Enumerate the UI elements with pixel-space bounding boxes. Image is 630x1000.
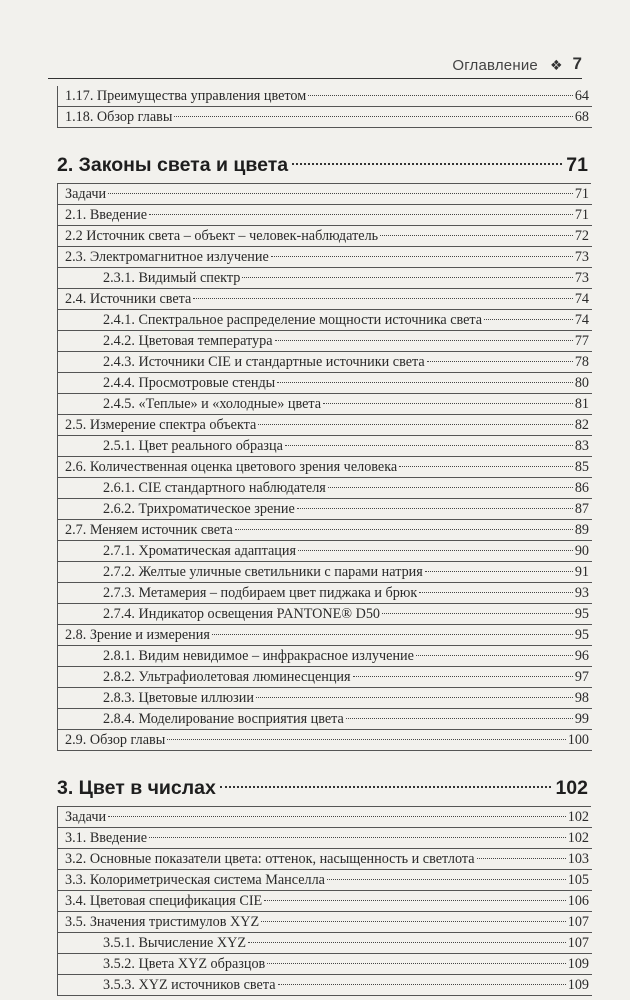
toc-entry[interactable] — [58, 933, 592, 954]
toc-entry[interactable] — [58, 849, 592, 870]
dot-leader — [108, 193, 573, 194]
toc-entry-label: 2.7.1. Хроматическая адаптация — [103, 543, 296, 559]
dot-leader — [425, 571, 573, 572]
chapter-title: 3. Цвет в числах — [57, 777, 216, 799]
toc-entry[interactable] — [58, 975, 592, 996]
toc-entry-page: 96 — [574, 648, 589, 664]
toc-entry[interactable] — [58, 310, 592, 331]
dot-leader — [275, 340, 573, 341]
toc-chapter — [57, 773, 592, 996]
toc-entry-page: 86 — [574, 480, 589, 496]
dot-leader — [261, 921, 566, 922]
toc-entry[interactable] — [58, 520, 592, 541]
chapter-heading[interactable] — [57, 773, 591, 807]
toc-entry-label: 2.7.3. Метамерия – подбираем цвет пиджака и брюк — [103, 585, 418, 601]
toc-entry-page: 109 — [567, 956, 589, 972]
toc-entry-page: 102 — [567, 830, 589, 846]
toc-entry-label: 3.2. Основные показатели цвета: оттенок, насыщенность и светлота — [65, 851, 475, 867]
toc-entry[interactable] — [58, 415, 592, 436]
toc-entry-label: 2.7.2. Желтые уличные светильники с парами натрия — [103, 564, 423, 580]
toc-entry[interactable] — [58, 891, 592, 912]
dot-leader — [264, 900, 566, 901]
toc-entry[interactable] — [58, 436, 592, 457]
toc-entry[interactable] — [58, 184, 592, 205]
dot-leader — [327, 879, 566, 880]
toc-entry-label: 2.1. Введение — [65, 207, 148, 223]
toc-entry[interactable] — [58, 86, 592, 107]
dot-leader — [220, 786, 552, 788]
toc-entry-label: 1.18. Обзор главы — [65, 109, 173, 125]
toc-entry-label: 2.4.2. Цветовая температура — [103, 333, 273, 349]
dot-leader — [149, 214, 573, 215]
toc-entry[interactable] — [58, 646, 592, 667]
dot-leader — [380, 235, 573, 236]
toc-entry-label: 1.17. Преимущества управления цветом — [65, 88, 307, 104]
toc-entry[interactable] — [58, 394, 592, 415]
page-number: 7 — [572, 54, 582, 73]
toc-entry[interactable] — [58, 226, 592, 247]
toc-entry[interactable] — [58, 352, 592, 373]
toc-entry-label: 2.4.5. «Теплые» и «холодные» цвета — [103, 396, 322, 412]
dot-leader — [271, 256, 573, 257]
toc-entry[interactable] — [58, 541, 592, 562]
toc-entry-page: 102 — [567, 809, 589, 825]
toc-entry-page: 80 — [574, 375, 589, 391]
toc-entry-label: 2.5.1. Цвет реального образца — [103, 438, 283, 454]
header-rule — [48, 78, 582, 79]
toc-entry-page: 103 — [567, 851, 589, 867]
ornament-icon: ❖ — [549, 57, 563, 73]
toc-entry-page: 85 — [574, 459, 589, 475]
dot-leader — [416, 655, 573, 656]
toc-entry-label: 2.6.1. CIE стандартного наблюдателя — [103, 480, 326, 496]
toc-entry-label: 2.4.1. Спектральное распределение мощности источника света — [103, 312, 483, 328]
dot-leader — [242, 277, 572, 278]
chapter-page: 102 — [555, 777, 588, 799]
dot-leader — [308, 95, 573, 96]
toc-entry-label: 2.8.1. Видим невидимое – инфракрасное излучение — [103, 648, 414, 664]
toc-entry[interactable] — [58, 457, 592, 478]
dot-leader — [258, 424, 572, 425]
toc-entry-page: 97 — [574, 669, 589, 685]
toc-entry[interactable] — [58, 478, 592, 499]
toc-entry[interactable] — [58, 667, 592, 688]
toc-entry[interactable] — [58, 730, 592, 751]
toc-entry[interactable] — [58, 107, 592, 128]
table-of-contents — [57, 86, 592, 996]
toc-entry-page: 107 — [567, 935, 589, 951]
dot-leader — [108, 816, 566, 817]
toc-entry-label: 3.4. Цветовая спецификация CIE — [65, 893, 263, 909]
chapter-heading[interactable] — [57, 150, 591, 184]
dot-leader — [212, 634, 573, 635]
toc-entry-label: 2.7. Меняем источник света — [65, 522, 233, 538]
dot-leader — [484, 319, 573, 320]
toc-entry[interactable] — [58, 268, 592, 289]
toc-entry-label: 2.8. Зрение и измерения — [65, 627, 210, 643]
toc-entry-label: 2.3.1. Видимый спектр — [103, 270, 241, 286]
toc-entry-page: 95 — [574, 627, 589, 643]
running-header — [48, 44, 582, 74]
toc-entry-page: 98 — [574, 690, 589, 706]
toc-entry-label: 2.2 Источник света – объект – человек-наблюдатель — [65, 228, 379, 244]
toc-entry-page: 82 — [574, 417, 589, 433]
dot-leader — [278, 984, 566, 985]
toc-entry[interactable] — [58, 807, 592, 828]
toc-entry-page: 74 — [574, 312, 589, 328]
dot-leader — [277, 382, 573, 383]
toc-entry[interactable] — [58, 499, 592, 520]
toc-entry[interactable] — [58, 562, 592, 583]
toc-entry-label: 3.5.3. XYZ источников света — [103, 977, 276, 993]
toc-entry[interactable] — [58, 954, 592, 975]
dot-leader — [382, 613, 573, 614]
toc-entry-label: 3.5. Значения тристимулов XYZ — [65, 914, 260, 930]
chapter-title: 2. Законы света и цвета — [57, 154, 289, 176]
toc-entry-label: 2.8.4. Моделирование восприятия цвета — [103, 711, 344, 727]
dot-leader — [477, 858, 566, 859]
chapter-page: 71 — [566, 154, 588, 176]
dot-leader — [248, 942, 566, 943]
toc-entry-page: 71 — [574, 186, 589, 202]
toc-entry-label: Задачи — [65, 809, 107, 825]
toc-entry[interactable] — [58, 709, 592, 730]
toc-entry[interactable] — [58, 205, 592, 226]
dot-leader — [285, 445, 573, 446]
toc-entry[interactable] — [58, 912, 592, 933]
dot-leader — [353, 676, 573, 677]
dot-leader — [419, 592, 573, 593]
dot-leader — [292, 163, 562, 165]
toc-entry[interactable] — [58, 583, 592, 604]
toc-prelude — [57, 86, 592, 128]
toc-entry-page: 106 — [567, 893, 589, 909]
toc-entry[interactable] — [58, 828, 592, 849]
dot-leader — [149, 837, 566, 838]
dot-leader — [328, 487, 573, 488]
toc-entry[interactable] — [58, 331, 592, 352]
dot-leader — [235, 529, 573, 530]
toc-entry[interactable] — [58, 373, 592, 394]
toc-entry-label: 2.9. Обзор главы — [65, 732, 166, 748]
toc-entry-page: 107 — [567, 914, 589, 930]
toc-entry-page: 83 — [574, 438, 589, 454]
toc-entry[interactable] — [58, 870, 592, 891]
toc-entry-page: 105 — [567, 872, 589, 888]
toc-entry-label: 2.6. Количественная оценка цветового зрения человека — [65, 459, 398, 475]
toc-entry-label: 3.3. Колориметрическая система Манселла — [65, 872, 325, 888]
dot-leader — [174, 116, 572, 117]
toc-entry-page: 109 — [567, 977, 589, 993]
toc-entry-page: 71 — [574, 207, 589, 223]
dot-leader — [323, 403, 573, 404]
running-header-title: Оглавление — [452, 57, 538, 74]
toc-chapter — [57, 150, 592, 751]
toc-entry-label: 2.4. Источники света — [65, 291, 192, 307]
toc-entry-page: 81 — [574, 396, 589, 412]
toc-entry[interactable] — [58, 289, 592, 310]
toc-entry-page: 68 — [574, 109, 589, 125]
dot-leader — [267, 963, 565, 964]
toc-entry-label: 2.7.4. Индикатор освещения PANTONE® D50 — [103, 606, 381, 622]
toc-entry-page: 73 — [574, 270, 589, 286]
toc-entry-page: 90 — [574, 543, 589, 559]
toc-entry-label: 2.3. Электромагнитное излучение — [65, 249, 269, 265]
toc-entry[interactable] — [58, 247, 592, 268]
dot-leader — [399, 466, 573, 467]
dot-leader — [298, 550, 573, 551]
toc-entry-label: 3.1. Введение — [65, 830, 148, 846]
toc-entry-page: 78 — [574, 354, 589, 370]
toc-entry-page: 77 — [574, 333, 589, 349]
dot-leader — [427, 361, 573, 362]
dot-leader — [167, 739, 565, 740]
toc-entry-label: 3.5.1. Вычисление XYZ — [103, 935, 247, 951]
toc-entry-page: 73 — [574, 249, 589, 265]
toc-entry-page: 99 — [574, 711, 589, 727]
dot-leader — [346, 718, 573, 719]
toc-entry-page: 93 — [574, 585, 589, 601]
toc-entry-page: 72 — [574, 228, 589, 244]
toc-entry[interactable] — [58, 604, 592, 625]
toc-entry-label: 2.8.3. Цветовые иллюзии — [103, 690, 254, 706]
dot-leader — [297, 508, 573, 509]
toc-entry-label: 2.4.3. Источники CIE и стандартные источники света — [103, 354, 425, 370]
toc-entry-page: 100 — [567, 732, 589, 748]
toc-entry[interactable] — [58, 625, 592, 646]
toc-entry-label: 3.5.2. Цвета XYZ образцов — [103, 956, 266, 972]
toc-entry-label: 2.5. Измерение спектра объекта — [65, 417, 257, 433]
dot-leader — [256, 697, 573, 698]
toc-entry-label: Задачи — [65, 186, 107, 202]
toc-entry-label: 2.6.2. Трихроматическое зрение — [103, 501, 295, 517]
toc-entry-page: 74 — [574, 291, 589, 307]
dot-leader — [193, 298, 572, 299]
toc-entry-page: 87 — [574, 501, 589, 517]
toc-entry-page: 89 — [574, 522, 589, 538]
toc-entry-page: 95 — [574, 606, 589, 622]
toc-entry[interactable] — [58, 688, 592, 709]
toc-entry-page: 91 — [574, 564, 589, 580]
toc-entry-page: 64 — [574, 88, 589, 104]
toc-entry-label: 2.4.4. Просмотровые стенды — [103, 375, 276, 391]
toc-entry-label: 2.8.2. Ультрафиолетовая люминесценция — [103, 669, 351, 685]
